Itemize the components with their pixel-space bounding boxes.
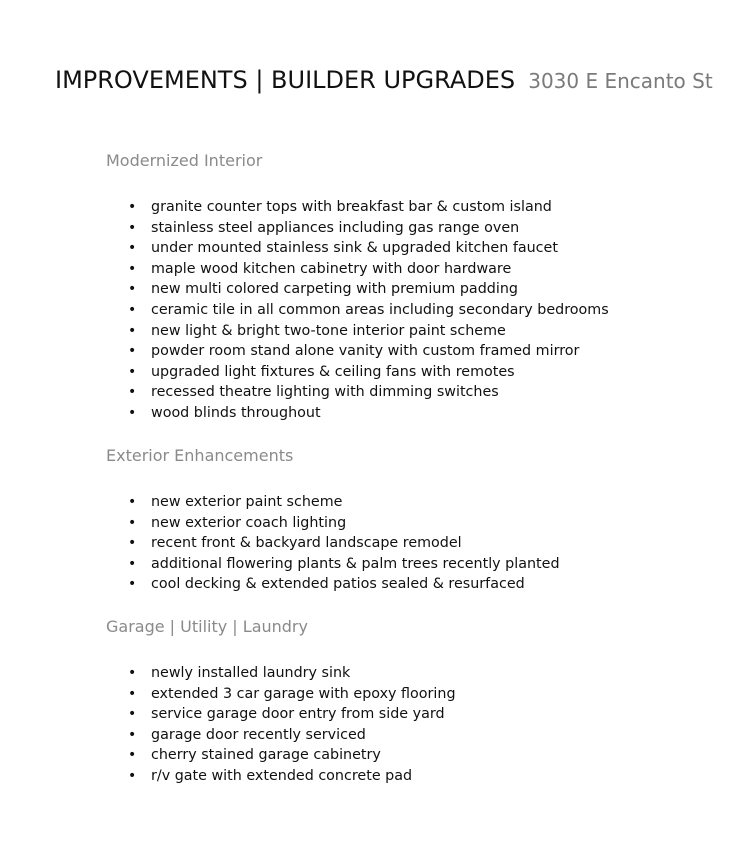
list-item-text: ceramic tile in all common areas including secondary bedrooms [151, 301, 609, 318]
bullet-icon: • [128, 363, 137, 380]
bullet-icon: • [128, 535, 137, 552]
section-heading: Garage | Utility | Laundry [106, 617, 308, 636]
list-item [106, 341, 726, 362]
list-item-text: maple wood kitchen cabinetry with door hardware [151, 260, 512, 277]
property-address: 3030 E Encanto St [528, 69, 713, 93]
list-item-text: recent front & backyard landscape remodel [151, 535, 462, 552]
section-heading: Exterior Enhancements [106, 446, 294, 465]
list-item [106, 321, 726, 342]
bullet-icon: • [128, 514, 137, 531]
page-header [55, 64, 713, 99]
list-item [106, 197, 726, 218]
bullet-icon: • [128, 384, 137, 401]
list-item [106, 574, 726, 595]
list-item-text: service garage door entry from side yard [151, 706, 445, 723]
bullet-icon: • [128, 555, 137, 572]
list-item-text: under mounted stainless sink & upgraded kitchen faucet [151, 240, 558, 257]
list-item-text: stainless steel appliances including gas range oven [151, 219, 520, 236]
list-item-text: wood blinds throughout [151, 404, 321, 421]
list-item-text: r/v gate with extended concrete pad [151, 767, 413, 784]
list-item-text: new multi colored carpeting with premium padding [151, 281, 518, 298]
list-item-text: granite counter tops with breakfast bar & custom island [151, 199, 552, 215]
list-item [106, 513, 726, 534]
section-heading: Modernized Interior [106, 151, 263, 170]
bullet-icon: • [128, 665, 137, 681]
list-item [106, 745, 726, 766]
list-item [106, 492, 726, 513]
bullet-icon: • [128, 301, 137, 318]
feature-list [106, 197, 726, 424]
feature-list [106, 492, 726, 595]
bullet-icon: • [128, 199, 137, 215]
bullet-icon: • [128, 260, 137, 277]
bullet-icon: • [128, 726, 137, 743]
feature-list [106, 663, 726, 787]
bullet-icon: • [128, 576, 137, 593]
list-item-text: extended 3 car garage with epoxy flooring [151, 685, 456, 702]
bullet-icon: • [128, 240, 137, 257]
list-item-text: garage door recently serviced [151, 726, 366, 743]
bullet-icon: • [128, 343, 137, 360]
section-modernized-interior [106, 151, 726, 424]
bullet-icon: • [128, 322, 137, 339]
bullet-icon: • [128, 747, 137, 764]
page-title: IMPROVEMENTS | BUILDER UPGRADES [55, 66, 516, 94]
list-item [106, 704, 726, 725]
list-item [106, 554, 726, 575]
list-item [106, 684, 726, 705]
list-item [106, 259, 726, 280]
bullet-icon: • [128, 494, 137, 510]
list-item [106, 238, 726, 259]
list-item-text: cool decking & extended patios sealed & resurfaced [151, 576, 525, 593]
list-item-text: powder room stand alone vanity with custom framed mirror [151, 343, 580, 360]
list-item [106, 766, 726, 787]
bullet-icon: • [128, 404, 137, 421]
list-item-text: newly installed laundry sink [151, 665, 351, 681]
list-item-text: cherry stained garage cabinetry [151, 747, 381, 764]
bullet-icon: • [128, 219, 137, 236]
list-item [106, 533, 726, 554]
list-item [106, 382, 726, 403]
list-item-text: additional flowering plants & palm trees recently planted [151, 555, 560, 572]
list-item-text: upgraded light fixtures & ceiling fans with remotes [151, 363, 515, 380]
list-item [106, 725, 726, 746]
list-item [106, 300, 726, 321]
bullet-icon: • [128, 281, 137, 298]
list-item [106, 279, 726, 300]
list-item-text: new exterior paint scheme [151, 494, 343, 510]
list-item-text: new light & bright two-tone interior paint scheme [151, 322, 506, 339]
list-item [106, 218, 726, 239]
bullet-icon: • [128, 767, 137, 784]
bullet-icon: • [128, 706, 137, 723]
list-item [106, 663, 726, 684]
list-item [106, 403, 726, 424]
bullet-icon: • [128, 685, 137, 702]
section-garage-utility-laundry [106, 617, 726, 787]
section-exterior-enhancements [106, 446, 726, 595]
list-item [106, 362, 726, 383]
list-item-text: recessed theatre lighting with dimming switches [151, 384, 499, 401]
list-item-text: new exterior coach lighting [151, 514, 347, 531]
